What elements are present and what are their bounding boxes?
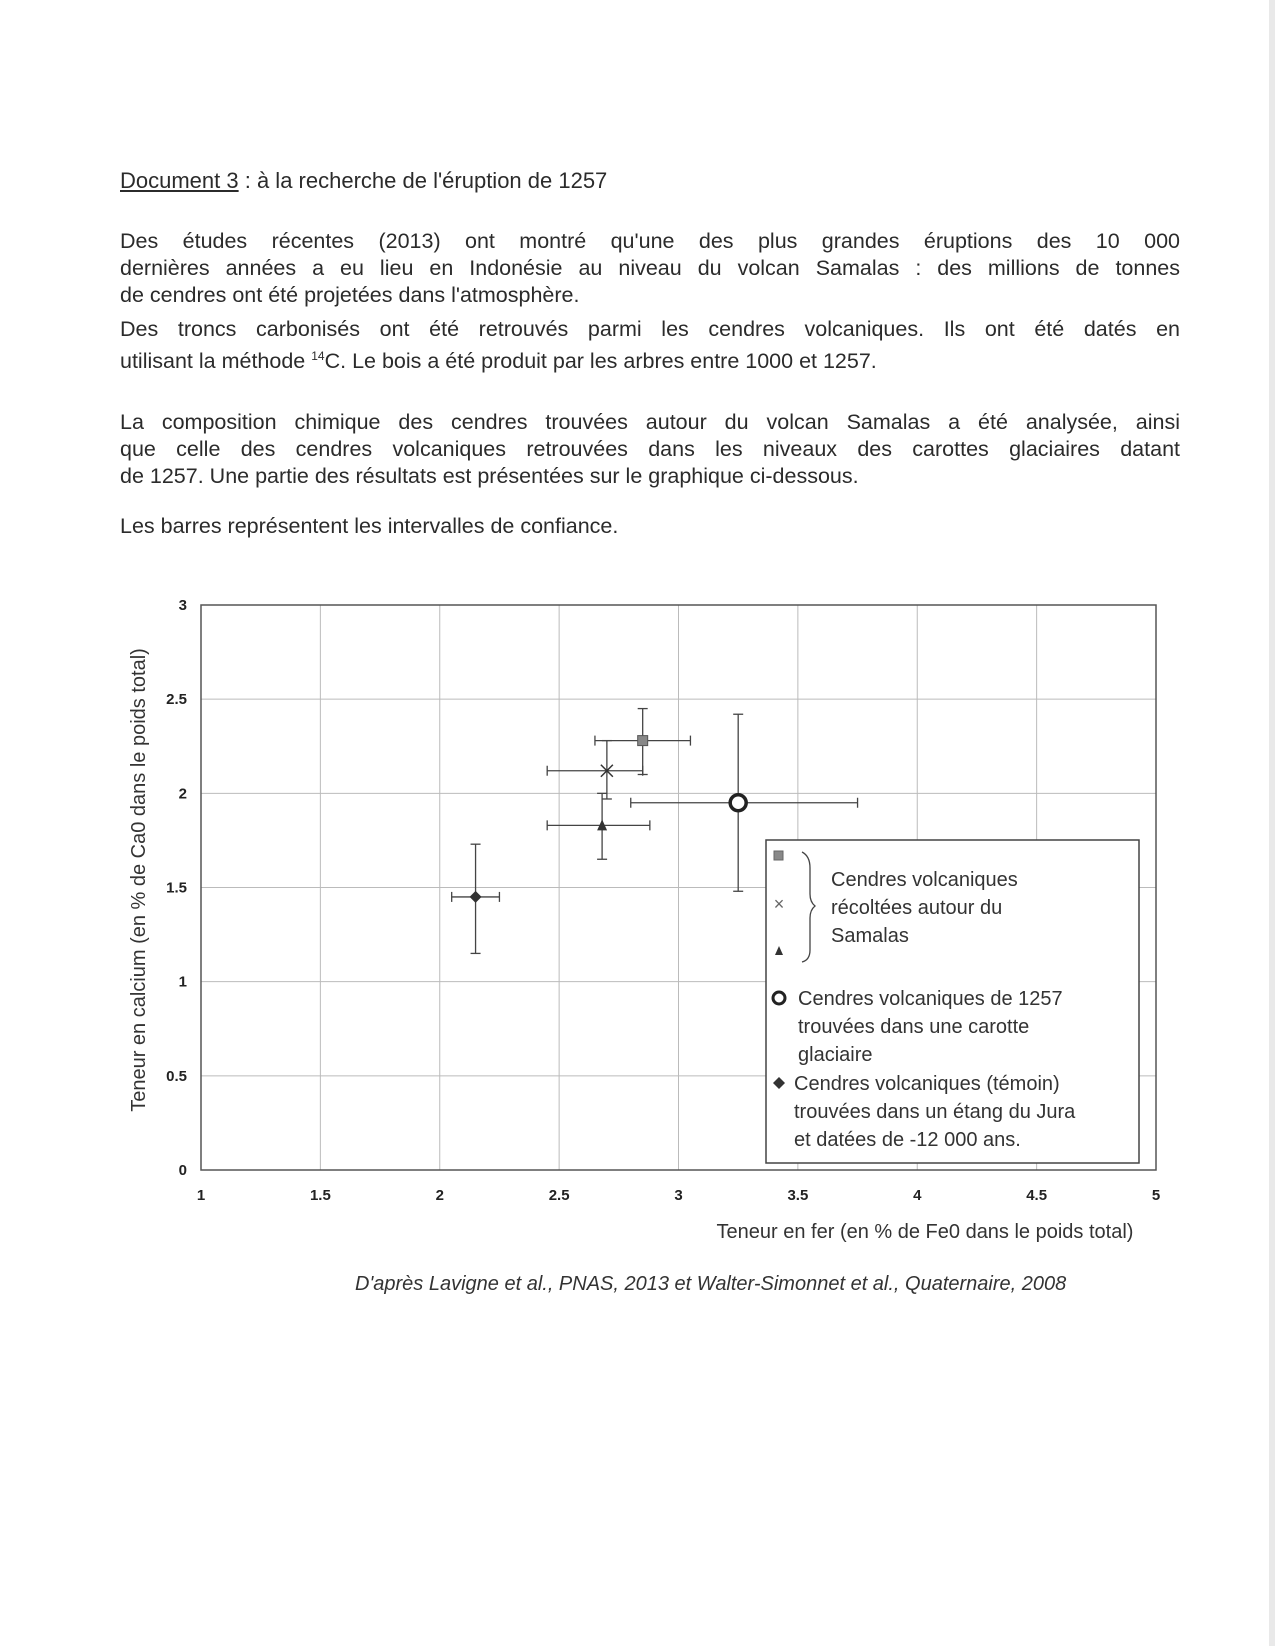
x-tick-label: 1 (196, 1187, 206, 1204)
data-point-square (595, 709, 691, 775)
legend-circle-line-1: Cendres volcaniques de 1257 (798, 988, 1063, 1010)
paragraph-4-text: Les barres représentent les intervalles de confiance. (120, 514, 619, 538)
y-tick-label: 3 (178, 597, 187, 614)
y-tick-label: 2.5 (166, 691, 187, 709)
legend (766, 840, 1139, 1163)
y-tick-label: 1.5 (166, 879, 187, 897)
document-number: Document 3 (120, 168, 239, 193)
x-tick-label: 2.5 (548, 1187, 570, 1204)
x-tick-label: 3 (674, 1187, 683, 1204)
data-point-diamond (452, 844, 500, 953)
paragraph-3-line-3: de 1257. Une partie des résultats est présentées sur le graphique ci-dessous. (120, 464, 859, 488)
data-point-x (547, 741, 643, 799)
legend-x-marker: × (773, 894, 785, 914)
paragraph-2-line-1: Des troncs carbonisés ont été retrouvés parmi les cendres volcaniques. Ils ont été datés en (120, 317, 1180, 341)
legend-group-line-2: récoltées autour du (831, 897, 1003, 919)
y-tick-label: 1 (178, 973, 187, 991)
y-axis-label: Teneur en calcium (en % de Ca0 dans le poids total) (128, 648, 150, 1112)
paragraph-1-line-3: de cendres ont été projetées dans l'atmosphère. (120, 283, 580, 307)
paragraph-3-line-1: La composition chimique des cendres trouvées autour du volcan Samalas a été analysée, ainsi (120, 410, 1180, 434)
legend-diamond-line-2: trouvées dans un étang du Jura (794, 1101, 1076, 1123)
circle-marker (730, 795, 746, 811)
paragraph-2-line-2-start: utilisant la méthode (120, 349, 312, 374)
legend-circle-line-3: glaciaire (798, 1044, 873, 1066)
y-tick-label: 2 (178, 785, 187, 803)
square-marker (638, 736, 648, 746)
y-tick-label: 0 (178, 1162, 187, 1179)
legend-square-marker (774, 851, 783, 860)
x-axis-ticks (197, 1187, 1160, 1204)
legend-diamond-line-1: Cendres volcaniques (témoin) (794, 1073, 1060, 1095)
x-tick-label: 4.5 (1026, 1187, 1048, 1204)
legend-group-line-3: Samalas (831, 925, 909, 947)
paragraph-1-line-1: Des études récentes (2013) ont montré qu'une des plus grandes éruptions des 10 000 (120, 229, 1180, 253)
x-tick-label: 4 (913, 1187, 922, 1204)
y-axis-ticks (166, 597, 187, 1179)
paragraph-3-line-2: que celle des cendres volcaniques retrouvées dans les niveaux des carottes glaciaires datant (120, 437, 1180, 461)
document-title-text: : à la recherche de l'éruption de 1257 (238, 168, 608, 193)
x-axis-label: Teneur en fer (en % de Fe0 dans le poids total) (716, 1221, 1134, 1243)
diamond-marker (470, 891, 482, 903)
legend-group-line-1: Cendres volcaniques (831, 869, 1018, 891)
paragraph-2-line-2-end: C. Le bois a été produit par les arbres entre 1000 et 1257. (324, 349, 877, 374)
legend-diamond-line-3: et datées de -12 000 ans. (794, 1129, 1021, 1151)
carbon-14-superscript: 14 (311, 349, 325, 363)
x-tick-label: 3.5 (787, 1187, 809, 1204)
citation: D'après Lavigne et al., PNAS, 2013 et Walter-Simonnet et al., Quaternaire, 2008 (355, 1273, 1067, 1295)
x-tick-label: 1.5 (309, 1187, 331, 1204)
paragraph-1-line-2: dernières années a eu lieu en Indonésie au niveau du volcan Samalas : des millions de tonnes (120, 256, 1180, 280)
y-tick-label: 0.5 (166, 1067, 187, 1085)
x-tick-label: 5 (1151, 1187, 1161, 1204)
x-tick-label: 2 (435, 1187, 444, 1204)
legend-circle-marker (773, 992, 785, 1004)
legend-circle-line-2: trouvées dans une carotte (798, 1016, 1030, 1038)
